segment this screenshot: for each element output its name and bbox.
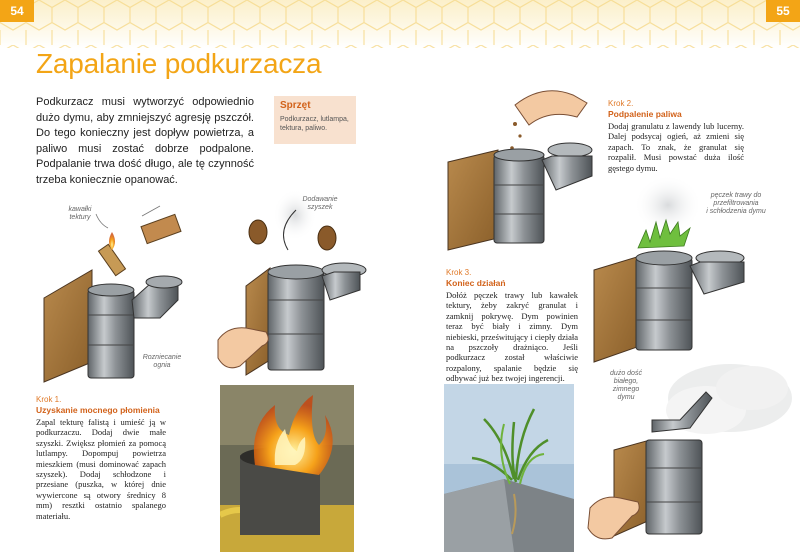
step-1 xyxy=(36,395,166,521)
smoker-illustration-2 xyxy=(218,189,366,375)
page-number-left: 54 xyxy=(0,0,34,22)
step-1-name: Uzyskanie mocnego płomienia xyxy=(36,405,160,415)
annotation-grass: pęczek trawy do przefiltrowania i schłodzenia dymu xyxy=(706,192,766,215)
photo-flame xyxy=(220,385,354,552)
smoker-illustration-3 xyxy=(448,91,592,250)
step-2-text: Dodaj granulatu z lawendy lub lucerny. Dalej podsycaj ogień, aż zmieni się zapach. To znak, że granulat się rozpalił. Musi powstać duża ilość gęstego dymu. xyxy=(608,121,744,173)
step-3-name: Koniec działań xyxy=(446,278,506,288)
page-title: Zapalanie podkurzacza xyxy=(36,48,322,79)
intro-paragraph: Podkurzacz musi wytworzyć odpowiednio dużo dymu, aby zmniejszyć agresję pszczół. Do tego konieczny jest dopływ powietrza, a paliwo musi zostać dobrze podpalone. Podpalanie trwa dość długo, ale tę czynność trzeba koniecznie opanować. xyxy=(36,96,254,186)
step-1-label: Krok 1. xyxy=(36,395,62,404)
step-2-name: Podpalenie paliwa xyxy=(608,109,682,119)
annotation-add-cones: Dodawanie szyszek xyxy=(302,196,338,211)
annotation-smoke: dużo dość białego, zimnego dymu xyxy=(610,370,642,401)
annotation-bellows: Rozniecanie ognia xyxy=(142,354,182,369)
equipment-title: Sprzęt xyxy=(280,100,311,111)
step-2 xyxy=(608,99,744,173)
photo-grass xyxy=(444,384,574,552)
step-2-label: Krok 2. xyxy=(608,99,634,108)
step-3 xyxy=(446,268,578,384)
equipment-text: Podkurzacz, lutlampa, tektura, paliwo. xyxy=(280,116,349,132)
step-3-label: Krok 3. xyxy=(446,268,472,277)
step-3-text: Dołóż pęczek trawy lub kawałek tektury, żeby zakryć granulat i zamknij pokrywę. Dym powinien teraz być biały i zimny. Dym niebieski, prześwitujący i ciepły działa na pszczoły drażniąco. Jeśli podkurzacz został właściwie rozpalony, spalanie będzie się odbywać już bez twojej ingerencji. xyxy=(446,290,578,384)
step-1-text: Zapal tekturę falistą i umieść ją w podkurzaczu. Dodaj dwie małe szyszki. Zwiększ płomień za pomocą lutlampy. Dopompuj powietrza mieszkiem (musi dominować zapach szyszek). Dodaj schłodzone i przesiane (puszka, w której dnie wywiercone są otwory średnicy 8 mm) resztki ostatnio spalanego materiału. xyxy=(36,417,166,521)
annotation-cardboard: kawałki tektury xyxy=(68,206,92,221)
page-number-right: 55 xyxy=(766,0,800,22)
